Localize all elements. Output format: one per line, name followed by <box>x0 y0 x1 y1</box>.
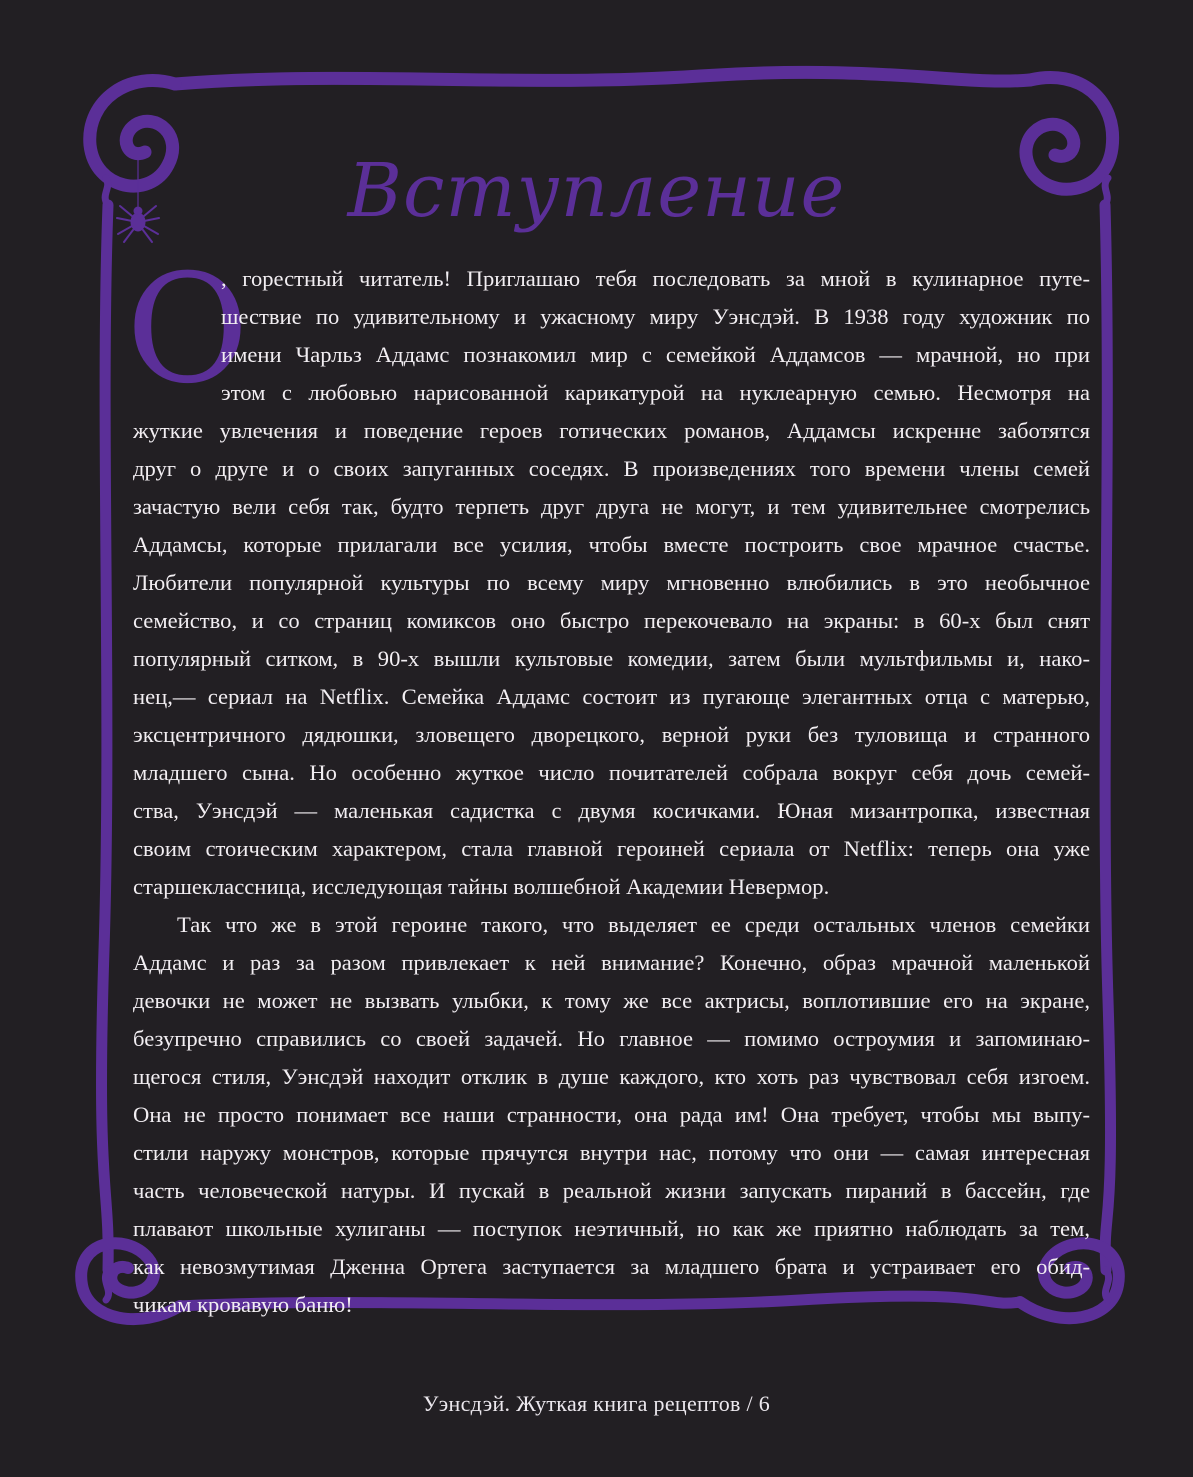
paragraph-2 <box>133 906 1090 1324</box>
page-title: Вступление <box>347 148 846 234</box>
text-line: Так что же в этой героине такого, что выделяет ее среди остальных членов семейки <box>177 912 1090 937</box>
text-line: чикам кровавую баню! <box>133 1292 353 1317</box>
text-line: как невозмутимая Дженна Ортега заступается за младшего брата и устраивает его обид- <box>133 1254 1090 1279</box>
text-line: популярный ситком, в 90-х вышли культовые комедии, затем были мультфильмы и, нако- <box>133 646 1090 671</box>
text-line: стили наружу монстров, которые прячутся внутри нас, потому что они — самая интересная <box>133 1140 1090 1165</box>
frame-left-bar <box>102 205 109 1270</box>
frame-right-bar <box>1105 205 1111 1270</box>
text-line: друг о друге и о своих запуганных соседях. В произведениях того времени члены семей <box>133 456 1090 481</box>
text-line: зачастую вели себя так, будто терпеть друг друга не могут, и тем удивительнее смотрелись <box>133 494 1090 519</box>
text-line: Она не просто понимает все наши странности, она рада им! Она требует, чтобы мы выпу- <box>133 1102 1090 1127</box>
text-line: семейство, и со страниц комиксов оно быстро перекочевало на экраны: в 60-х был снят <box>133 608 1090 633</box>
text-line: нец,— сериал на Netflix. Семейка Аддамс состоит из пугающе элегантных отца с матерью, <box>133 684 1090 709</box>
paragraph-1 <box>133 260 1090 906</box>
intro-text <box>133 260 1090 1324</box>
text-line: девочки не может не вызвать улыбки, к тому же все актрисы, воплотившие его на экране, <box>133 988 1090 1013</box>
text-line: Любители популярной культуры по всему миру мгновенно влюбились в это необычное <box>133 570 1090 595</box>
text-line: Аддамс и раз за разом привлекает к ней внимание? Конечно, образ мрачной маленькой <box>133 950 1090 975</box>
text-line: шествие по удивительному и ужасному миру Уэнсдэй. В 1938 году художник по <box>221 304 1090 329</box>
text-line: эксцентричного дядюшки, зловещего дворецкого, верной руки без туловища и странного <box>133 722 1090 747</box>
text-line: старшеклассница, исследующая тайны волшебной Академии Невермор. <box>133 874 830 899</box>
frame-top-bar <box>175 72 1030 84</box>
text-line: плавают школьные хулиганы — поступок неэтичный, но как же приятно наблюдать за тем, <box>133 1216 1090 1241</box>
text-line: своим стоическим характером, стала главной героиней сериала от Netflix: теперь она уже <box>133 836 1090 861</box>
page-footer: Уэнсдэй. Жуткая книга рецептов / 6 <box>422 1391 771 1416</box>
text-line: младшего сына. Но особенно жуткое число почитателей собрала вокруг себя дочь семей- <box>133 760 1090 785</box>
text-line: этом с любовью нарисованной карикатурой на нуклеарную семью. Несмотря на <box>221 380 1090 405</box>
drop-cap: О <box>126 243 249 417</box>
text-line: безупречно справились со своей задачей. Но главное — помимо остроумия и запоминаю- <box>133 1026 1090 1051</box>
text-line: имени Чарльз Аддамс познакомил мир с семейкой Аддамсов — мрачной, но при <box>221 342 1090 367</box>
text-line: щегося стиля, Уэнсдэй находит отклик в душе каждого, кто хоть раз чувствовал себя изгоем. <box>133 1064 1090 1089</box>
text-line: Аддамсы, которые прилагали все усилия, чтобы вместе построить свое мрачное счастье. <box>133 532 1090 557</box>
text-line: ства, Уэнсдэй — маленькая садистка с двумя косичками. Юная мизантропка, известная <box>133 798 1090 823</box>
text-line: , горестный читатель! Приглашаю тебя последовать за мной в кулинарное путе- <box>221 266 1090 291</box>
text-line: жуткие увлечения и поведение героев готических романов, Аддамсы искренне заботятся <box>133 418 1090 443</box>
text-line: часть человеческой натуры. И пускай в реальной жизни запускать пираний в бассейн, где <box>133 1178 1090 1203</box>
